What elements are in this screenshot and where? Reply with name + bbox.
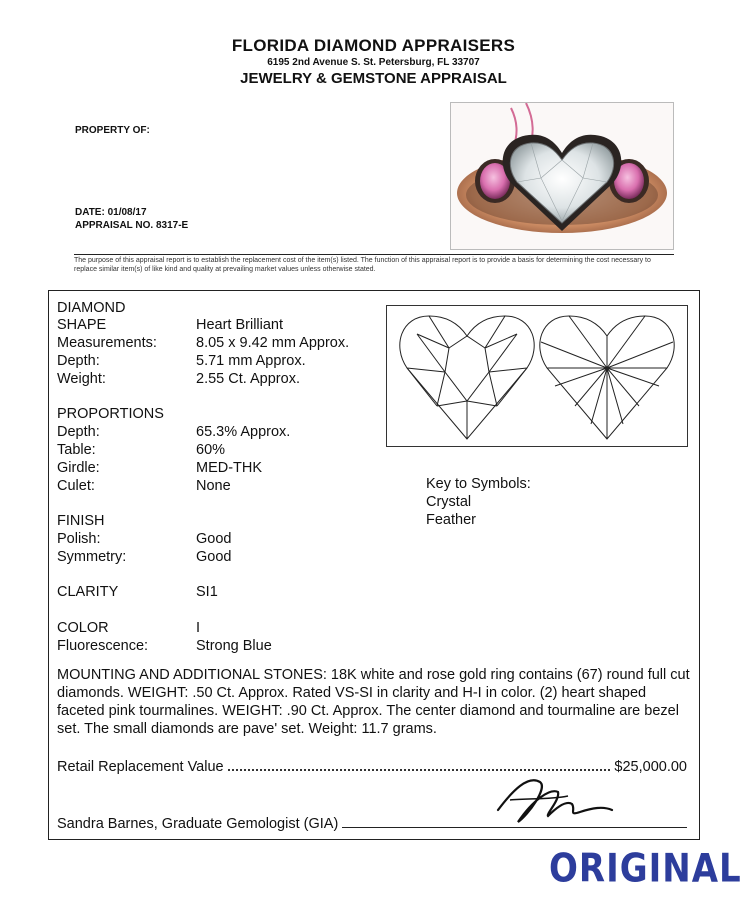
symmetry-label: Symmetry:	[57, 549, 127, 565]
weight-label: Weight:	[57, 371, 106, 387]
culet-value: None	[196, 478, 231, 494]
mounting-description: MOUNTING AND ADDITIONAL STONES: 18K white and rose gold ring contains (67) round full cut diamonds. WEIGHT: .50 Ct. Approx. Rated VS-SI in clarity and H-I in color. (2) heart shaped faceted pink tourmalines. WEIGHT: .90 Ct. Approx. The center diamond and tourmaline are bezel set. The small diamonds are pave' set. Weight: 11.7 grams.	[57, 667, 690, 737]
key-item-feather: Feather	[426, 512, 476, 528]
ring-photo-illustration	[451, 103, 673, 249]
header-divider	[74, 254, 674, 255]
girdle-label: Girdle:	[57, 460, 100, 476]
property-label: PROPERTY OF:	[75, 125, 150, 136]
clarity-value: SI1	[196, 584, 218, 600]
girdle-value: MED-THK	[196, 460, 263, 476]
appraisal-value: 8317-E	[155, 220, 189, 231]
fluorescence-label: Fluorescence:	[57, 638, 149, 654]
depth-label: Depth:	[57, 353, 100, 369]
color-label: COLOR	[57, 620, 109, 636]
polish-value: Good	[196, 531, 232, 547]
fluorescence-value: Strong Blue	[196, 638, 272, 654]
heart-top-view	[400, 316, 534, 439]
company-name: FLORIDA DIAMOND APPRAISERS	[231, 36, 516, 55]
heart-bottom-view	[540, 316, 674, 439]
measurements-value: 8.05 x 9.42 mm Approx.	[196, 335, 350, 351]
table-label: Table:	[57, 442, 96, 458]
retail-label: Retail Replacement Value	[57, 759, 224, 775]
date-label: DATE:	[75, 207, 105, 218]
proportions-section-title: PROPORTIONS	[57, 406, 164, 422]
appraisal-label: APPRAISAL NO.	[75, 220, 154, 231]
finish-section-title: FINISH	[57, 513, 105, 529]
weight-value: 2.55 Ct. Approx.	[196, 371, 300, 387]
company-address: 6195 2nd Avenue S. St. Petersburg, FL 33707	[267, 57, 480, 68]
original-stamp: ORIGINAL	[549, 846, 742, 892]
shape-label: SHAPE	[57, 317, 107, 333]
heart-facet-diagrams	[387, 306, 687, 446]
table-value: 60%	[196, 442, 226, 458]
purpose-statement: The purpose of this appraisal report is to establish the replacement cost of the item(s) listed. The function of this appraisal report is to provide a basis for determining the cost necessary to replace similar item(s) of like kind and quality at prevailing market values unless otherwise stated.	[74, 257, 651, 273]
date-line	[75, 207, 147, 218]
heart-plot-diagram	[386, 305, 688, 447]
depth-value: 5.71 mm Approx.	[196, 353, 306, 369]
ring-photo	[450, 102, 674, 250]
polish-label: Polish:	[57, 531, 101, 547]
color-value: I	[196, 620, 201, 636]
prop-depth-value: 65.3% Approx.	[196, 424, 291, 440]
appraisal-line	[75, 220, 188, 231]
clarity-label: CLARITY	[57, 584, 119, 600]
diamond-section-title: DIAMOND	[57, 300, 126, 316]
document-title: JEWELRY & GEMSTONE APPRAISAL	[240, 70, 507, 87]
key-to-symbols-title: Key to Symbols:	[426, 476, 531, 492]
key-item-crystal: Crystal	[426, 494, 472, 510]
culet-label: Culet:	[57, 478, 95, 494]
retail-value: $25,000.00	[614, 759, 687, 775]
symmetry-value: Good	[196, 549, 232, 565]
handwritten-signature	[488, 770, 618, 830]
measurements-label: Measurements:	[57, 335, 157, 351]
shape-value: Heart Brilliant	[196, 317, 284, 333]
appraiser-name: Sandra Barnes, Graduate Gemologist (GIA)	[57, 816, 339, 832]
date-value: 01/08/17	[107, 207, 147, 218]
prop-depth-label: Depth:	[57, 424, 100, 440]
